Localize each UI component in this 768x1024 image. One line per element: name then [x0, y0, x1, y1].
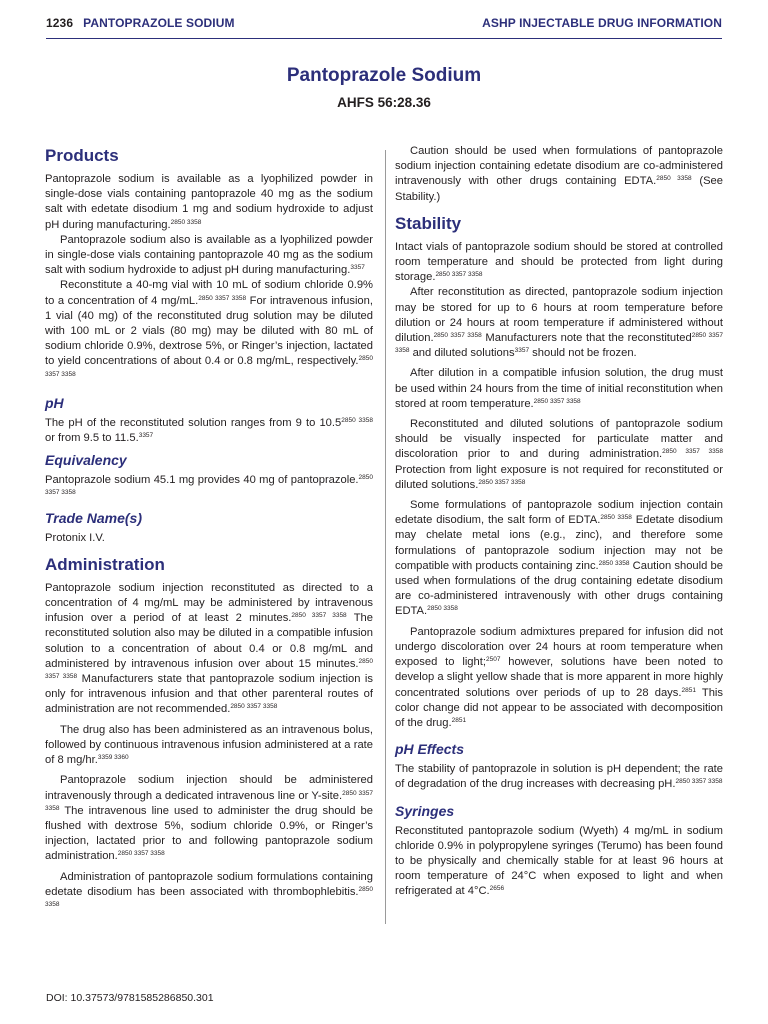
- stability-heading: Stability: [395, 213, 462, 233]
- products-paragraph-3: Reconstitute a 40-mg vial with 10 mL of sodium chloride 0.9% to a concentration of 4 mg/mL.$^{2850 3357 3358}$ For intravenous infusion, 1 vial (40 mg) of the reconstituted drug solution may be diluted with 100 mL or 2 vials (80 mg) may be diluted with 80 mL of sodium chloride 0.9%, dextrose 5%, or Ringer’s injection, lactated to yield concentrations of about 0.4 or 0.8 mg/mL, respectively.$^{2850 3357 3358}$: [45, 279, 373, 378]
- trade-names-paragraph: Protonix I.V.: [45, 531, 105, 544]
- products-heading: Products: [45, 146, 119, 165]
- stability-paragraph-6: Pantoprazole sodium admixtures prepared for infusion did not undergo discoloration over 24 hours at room temperature when exposed to light;$^{2507}$ however, solutions have been noted to develop a slight yellow shade that is more apparent in more highly concentrated solutions over periods of up to 28 days.$^{2851}$ This color change did not appear to be associated with decomposition of the drug.$^{2851}$: [395, 625, 723, 729]
- ph-paragraph: The pH of the reconstituted solution ranges from 9 to $10.5^{2850 3358}$ or from 9.5 to 11.5.$^{3357}$: [45, 416, 373, 445]
- administration-heading: Administration: [45, 554, 165, 574]
- stability-paragraph-5: Some formulations of pantoprazole sodium injection contain edetate disodium, the salt form of EDTA.$^{2850 3358}$ Edetate disodium may chelate metal ions (e.g., zinc), and therefore some formulations of pantoprazole sodium injection may not be compatible with products containing zinc.$^{2850 3358}$ Caution should be used when formulations of the drug containing edetate disodium are co-administered intravenously with other drugs containing EDTA.$^{2850 3358}$: [395, 499, 723, 618]
- trade-names-heading: Trade Name(s): [45, 509, 143, 526]
- syringes-heading: Syringes: [395, 802, 455, 819]
- administration-paragraph-1: Pantoprazole sodium injection reconstituted as directed to a concentration of 4 mg/mL may be administered by intravenous infusion over a period of at least 2 minutes.$^{2850 3357 3358}$ The reconstituted solution also may be diluted in a compatible infusion solution to a concentration of about 0.4 or 0.8 mg/mL and administered by intravenous infusion over about 15 minutes.$^{2850 3357 3358}$ Manufacturers state that pantoprazole sodium injection is only for intravenous infusion and that other parenteral routes of administration are not recommended.$^{2850 3357 3358}$: [45, 581, 374, 716]
- equivalency-heading: Equivalency: [45, 452, 127, 469]
- right-column: [395, 144, 723, 900]
- administration-paragraph-4: Administration of pantoprazole sodium formulations containing edetate disodium has been associated with thrombophlebitis.$^{2850 3358}$: [45, 870, 373, 908]
- products-paragraph-1: Pantoprazole sodium is available as a lyophilized powder in single-dose vials containing pantoprazole 40 mg as the sodium salt with edetate disodium 1 mg and sodium hydroxide to adjust pH during manufacturing.$^{2850 3358}$: [45, 173, 373, 231]
- ph-heading: pH: [45, 394, 64, 411]
- doi-footer: DOI: 10.37573/9781585286850.301: [46, 992, 214, 1004]
- running-header: [46, 16, 722, 39]
- administration-paragraph-2: The drug also has been administered as an intravenous bolus, followed by continuous intravenous infusion administered at a rate of 8 mg/hr.$^{3359 3360}$: [45, 723, 373, 767]
- administration-paragraph-3: Pantoprazole sodium injection should be administered intravenously through a dedicated intravenous line or Y-site.$^{2850 3357 3358}$ The intravenous line used to administer the drug should be flushed with dextrose 5%, sodium chloride 0.9%, or Ringer’s injection, lactated prior to and following pantoprazole sodium administration.$^{2850 3357 3358}$: [45, 774, 373, 863]
- column-divider: [385, 150, 386, 924]
- page-title: Pantoprazole Sodium: [286, 65, 482, 86]
- ph-effects-paragraph: The stability of pantoprazole in solution is pH dependent; the rate of degradation of the drug increases with decreasing pH.$^{2850 3357 3358}$: [395, 763, 723, 791]
- left-column: [45, 146, 373, 915]
- running-title-right: ASHP INJECTABLE DRUG INFORMATION: [482, 16, 722, 30]
- stability-paragraph-2: After reconstitution as directed, pantoprazole sodium injection may be stored for up to 6 hours at room temperature before dilution or 24 hours at room temperature if administered without dilution.$^{2850 3357 3358}$ Manufacturers note that the reconstituted$^{2850 3357 3358}$ and diluted solutions$^{3357}$ should not be frozen.: [395, 286, 724, 360]
- running-title-left: PANTOPRAZOLE SODIUM: [83, 16, 235, 30]
- ahfs-code: AHFS 56:28.36: [337, 95, 431, 110]
- ph-effects-heading: pH Effects: [395, 741, 464, 758]
- running-header-left: [46, 16, 235, 30]
- syringes-paragraph: Reconstituted pantoprazole sodium (Wyeth) 4 mg/mL in sodium chloride 0.9% in polypropylene syringes (Terumo) has been found to be physically and chemically stable for at least 96 hours at room temperature of 24°C when exposed to light and when refrigerated at 4°C.$^{2656}$: [395, 824, 723, 898]
- stability-paragraph-3: After dilution in a compatible infusion solution, the drug must be used within 24 hours from the time of initial reconstitution when stored at room temperature.$^{2850 3357 3358}$: [395, 367, 723, 410]
- caution-paragraph: Caution should be used when formulations of pantoprazole sodium injection containing edetate disodium are co-administered intravenously with other drugs containing EDTA.$^{2850 3358}$ (See Stability.): [395, 145, 723, 203]
- stability-paragraph-1: Intact vials of pantoprazole sodium should be stored at controlled room temperature and should be protected from light during storage.$^{2850 3357 3358}$: [395, 240, 723, 284]
- stability-paragraph-4: Reconstituted and diluted solutions of pantoprazole sodium should be visually inspected for particulate matter and discoloration prior to and during administration.$^{2850 3357 3358}$ Protection from light exposure is not required for reconstituted or diluted solutions.$^{2850 3357 3358}$: [395, 418, 723, 491]
- equivalency-paragraph: Pantoprazole sodium 45.1 mg provides 40 mg of pantoprazole.$^{2850 3357 3358}$: [45, 474, 373, 497]
- page-number: 1236: [46, 16, 74, 30]
- title-block: [0, 64, 768, 111]
- products-paragraph-2: Pantoprazole sodium also is available as a lyophilized powder in single-dose vials containing pantoprazole 40 mg as the sodium salt with sodium hydroxide to adjust pH during manufacturing.$^{3357}$: [45, 233, 373, 277]
